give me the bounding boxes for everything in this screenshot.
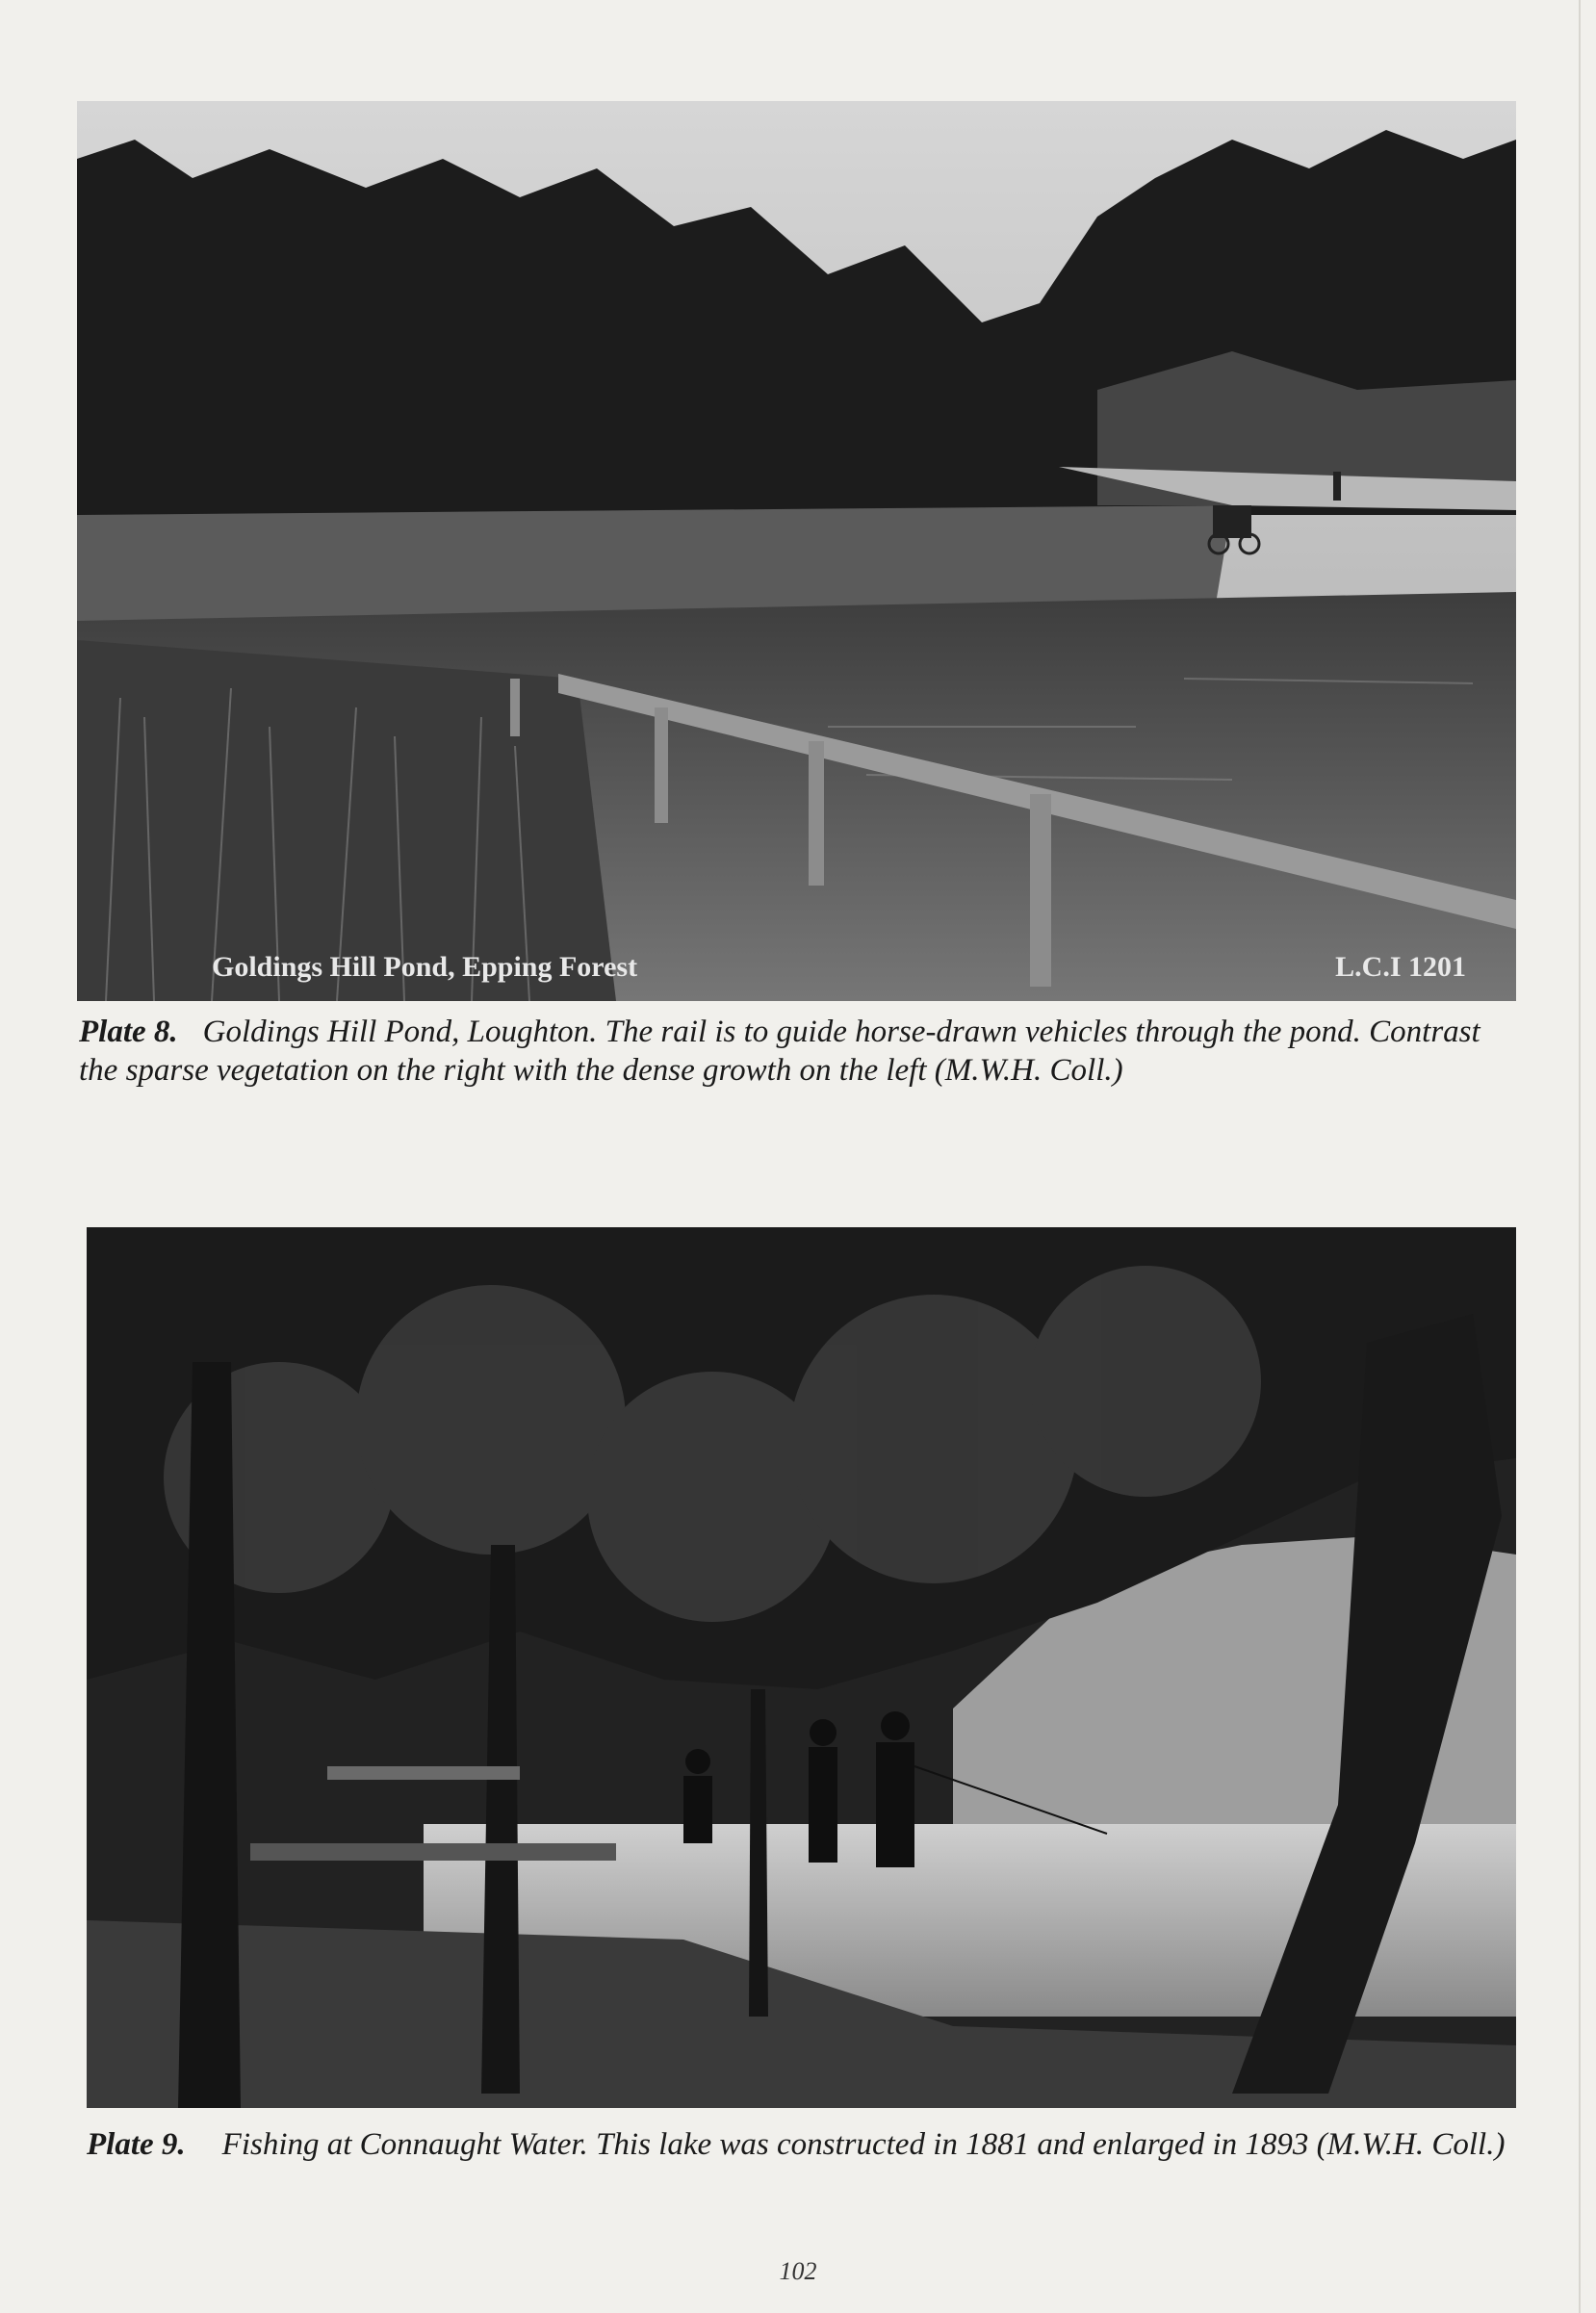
page-edge-divider <box>1579 0 1581 2313</box>
plate-8-caption-text: Goldings Hill Pond, Loughton. The rail is to guide horse-drawn vehicles through the pond. Contrast the sparse vegetation on the right with the dense growth on the left (M.W.H. Coll.) <box>79 1015 1480 1088</box>
plate-8-image <box>77 101 1516 1001</box>
plate-8-caption <box>79 1013 1523 1090</box>
postcard-code-overlay: L.C.I 1201 <box>1335 951 1466 983</box>
plate-9-caption <box>87 2125 1531 2164</box>
page-number: 102 <box>779 2257 817 2285</box>
plate-8-photograph <box>77 101 1516 1001</box>
plate-9-photograph <box>87 1227 1516 2108</box>
plate-9-caption-text: Fishing at Connaught Water. This lake was constructed in 1881 and enlarged in 1893 (M.W.H. Coll.) <box>221 2127 1506 2162</box>
postcard-title-overlay: Goldings Hill Pond, Epping Forest <box>212 951 638 983</box>
plate-9-image <box>87 1227 1516 2108</box>
plate-9-label: Plate 9. <box>87 2127 186 2162</box>
plate-8-label: Plate 8. <box>79 1015 178 1049</box>
